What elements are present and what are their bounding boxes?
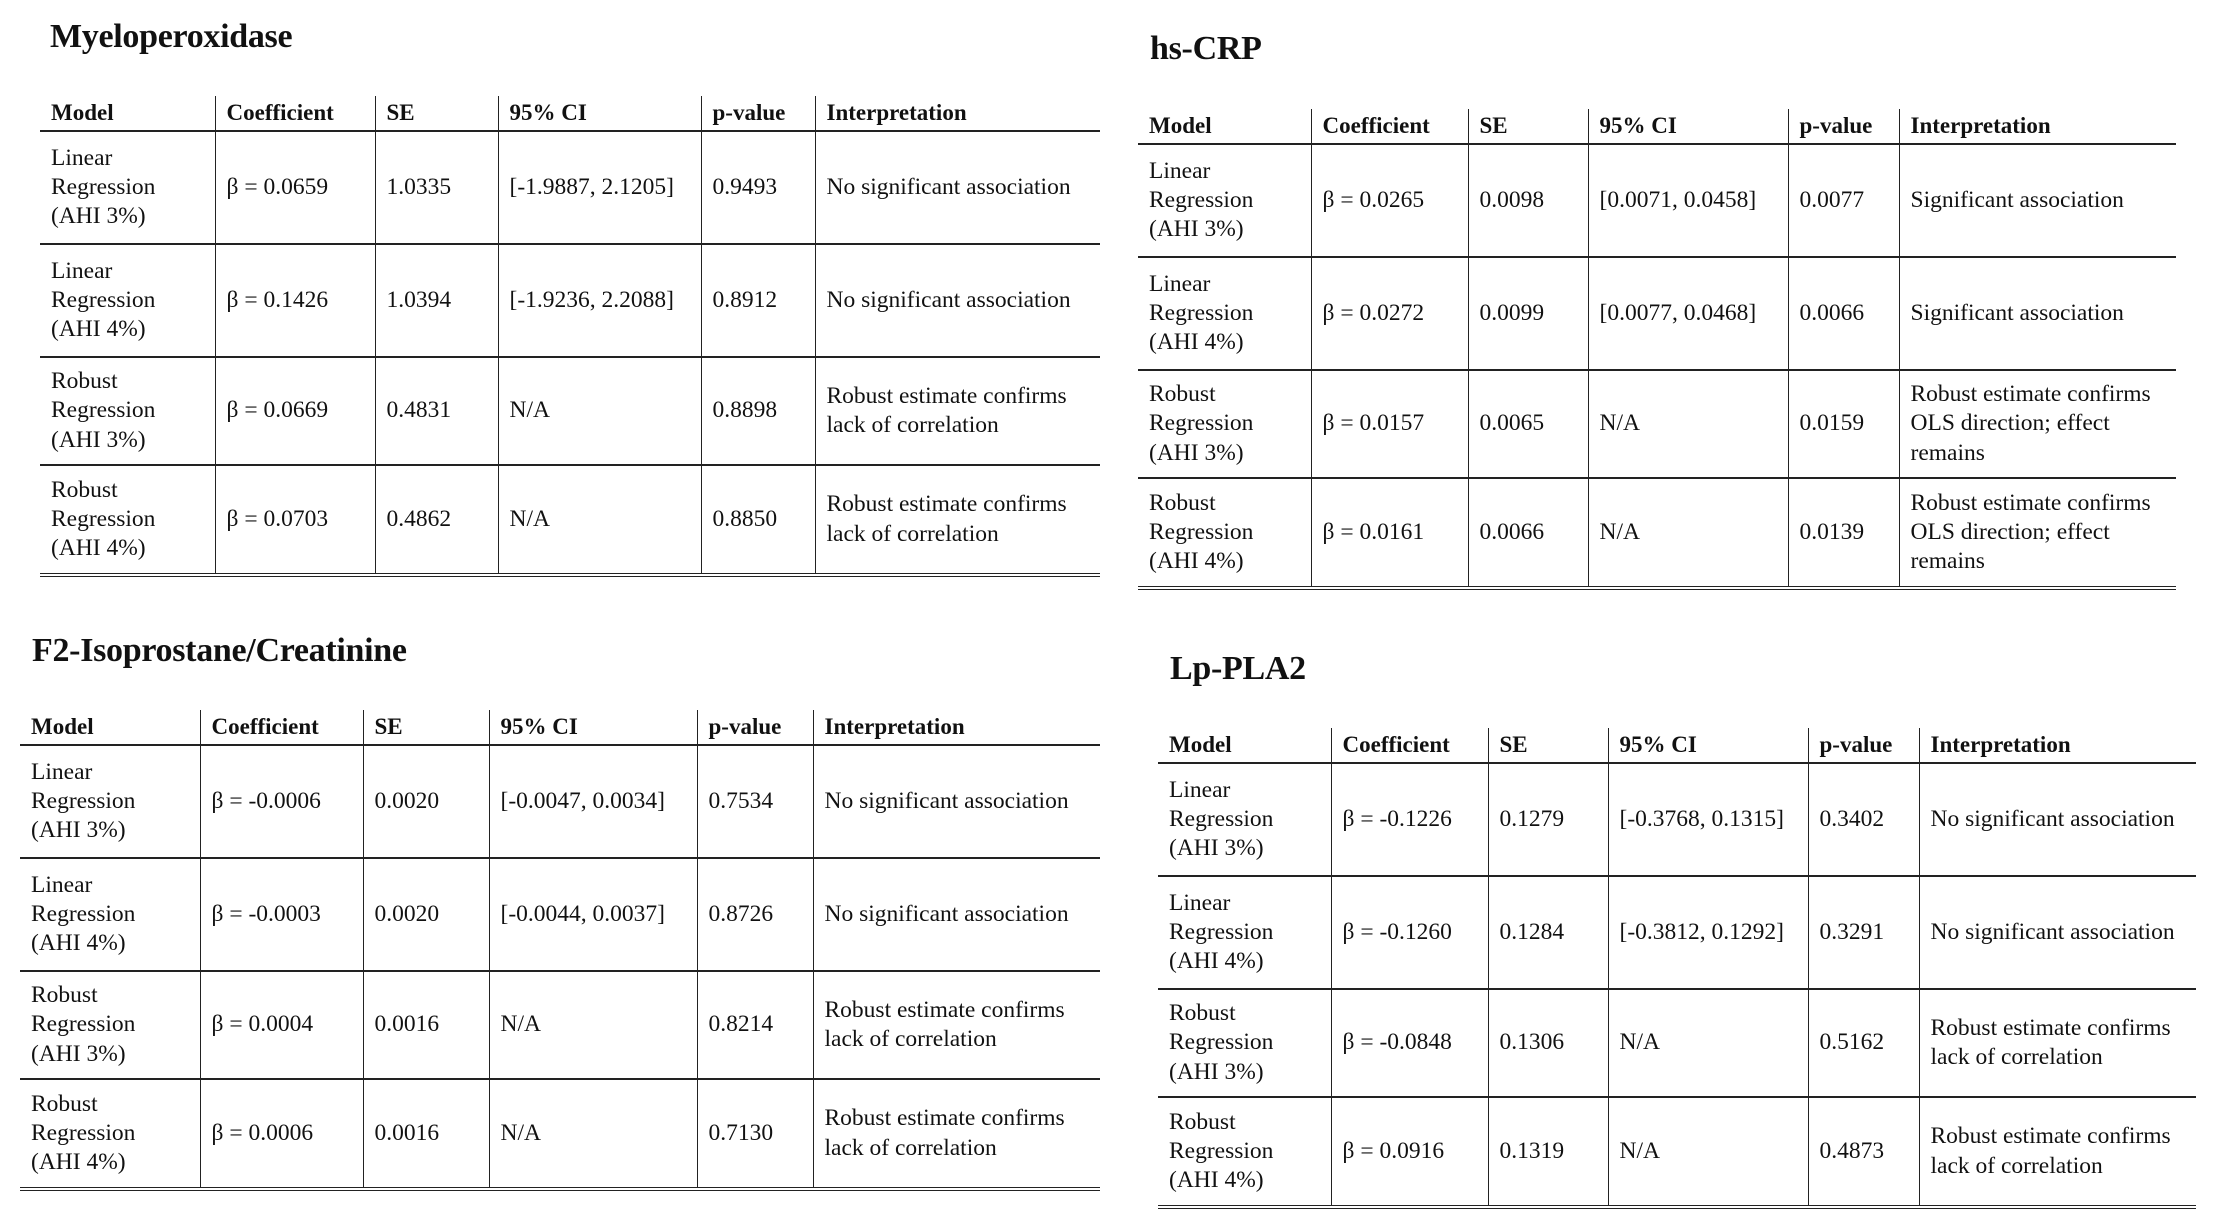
cell-coefficient: β = 0.0659 <box>215 131 375 244</box>
model-line: Robust <box>51 476 118 503</box>
header-se: SE <box>1488 728 1608 763</box>
model-line: Regression <box>1149 410 1254 437</box>
cell-p-value: 0.4873 <box>1808 1097 1919 1207</box>
cell-ci: [-1.9887, 2.1205] <box>498 131 701 244</box>
cell-coefficient: β = 0.0006 <box>200 1079 363 1189</box>
cell-coefficient: β = -0.0006 <box>200 745 363 858</box>
cell-interpretation: No significant association <box>815 131 1100 244</box>
cell-interpretation: No significant association <box>1919 876 2196 989</box>
model-line: Regression <box>1169 1137 1274 1164</box>
cell-p-value: 0.0077 <box>1788 144 1899 257</box>
cell-se: 0.4862 <box>375 465 498 575</box>
cell-ci: [0.0071, 0.0458] <box>1588 144 1788 257</box>
model-line: (AHI 4%) <box>51 316 146 343</box>
model-line: Linear <box>1169 776 1231 803</box>
cell-interpretation: No significant association <box>813 745 1100 858</box>
model-line: (AHI 4%) <box>31 1149 126 1176</box>
cell-p-value: 0.8726 <box>697 858 813 971</box>
model-line: (AHI 4%) <box>1169 1167 1264 1194</box>
model-line: Regression <box>1169 918 1274 945</box>
model-line: (AHI 3%) <box>1169 835 1264 862</box>
cell-ci: [-0.3768, 0.1315] <box>1608 763 1808 876</box>
table-row <box>1138 478 2176 588</box>
header-ci: 95% CI <box>498 96 701 131</box>
model-line: Linear <box>31 758 93 785</box>
header-ci: 95% CI <box>489 710 697 745</box>
cell-model <box>40 131 215 244</box>
table-row <box>1158 1097 2196 1207</box>
cell-se: 0.0099 <box>1468 257 1588 370</box>
model-line: (AHI 3%) <box>1149 439 1244 466</box>
results-table <box>20 710 1100 1191</box>
model-line: (AHI 3%) <box>31 817 126 844</box>
cell-model <box>1158 763 1331 876</box>
header-p-value: p-value <box>1788 109 1899 144</box>
table-row <box>1158 763 2196 876</box>
panel-title: F2-Isoprostane/Creatinine <box>32 632 407 669</box>
header-p-value: p-value <box>697 710 813 745</box>
cell-ci: N/A <box>498 465 701 575</box>
cell-interpretation: Robust estimate confirms lack of correlation <box>1919 989 2196 1097</box>
cell-interpretation: No significant association <box>1919 763 2196 876</box>
cell-ci: [-1.9236, 2.2088] <box>498 244 701 357</box>
cell-ci: [-0.0044, 0.0037] <box>489 858 697 971</box>
model-line: Robust <box>1169 1108 1236 1135</box>
model-line: (AHI 4%) <box>1149 548 1244 575</box>
table-row <box>1158 876 2196 989</box>
header-ci: 95% CI <box>1608 728 1808 763</box>
model-line: Regression <box>1149 299 1254 326</box>
model-line: Regression <box>1169 805 1274 832</box>
cell-ci: [-0.0047, 0.0034] <box>489 745 697 858</box>
model-line: Robust <box>31 982 98 1009</box>
header-model: Model <box>40 96 215 131</box>
model-line: Regression <box>51 397 156 424</box>
cell-se: 0.0066 <box>1468 478 1588 588</box>
cell-ci: N/A <box>489 971 697 1079</box>
cell-se: 0.0020 <box>363 858 489 971</box>
model-line: Robust <box>1149 489 1216 516</box>
header-coefficient: Coefficient <box>200 710 363 745</box>
cell-ci: N/A <box>1608 989 1808 1097</box>
cell-interpretation: No significant association <box>813 858 1100 971</box>
header-interpretation: Interpretation <box>813 710 1100 745</box>
header-se: SE <box>363 710 489 745</box>
model-line: (AHI 4%) <box>1149 329 1244 356</box>
cell-se: 1.0394 <box>375 244 498 357</box>
cell-interpretation: Significant association <box>1899 257 2176 370</box>
model-line: Robust <box>51 368 118 395</box>
panel-title: Lp-PLA2 <box>1170 650 1306 687</box>
cell-p-value: 0.8898 <box>701 357 815 465</box>
model-line: (AHI 4%) <box>51 535 146 562</box>
cell-p-value: 0.9493 <box>701 131 815 244</box>
cell-model <box>1158 989 1331 1097</box>
cell-se: 0.1279 <box>1488 763 1608 876</box>
model-line: (AHI 3%) <box>31 1040 126 1067</box>
cell-coefficient: β = 0.0157 <box>1311 370 1468 478</box>
cell-ci: N/A <box>489 1079 697 1189</box>
table-row <box>1138 370 2176 478</box>
cell-coefficient: β = 0.0703 <box>215 465 375 575</box>
cell-coefficient: β = 0.0265 <box>1311 144 1468 257</box>
cell-se: 0.0016 <box>363 971 489 1079</box>
table-row <box>1138 144 2176 257</box>
model-line: (AHI 3%) <box>1149 216 1244 243</box>
cell-ci: [-0.3812, 0.1292] <box>1608 876 1808 989</box>
model-line: Regression <box>1149 186 1254 213</box>
table-row <box>40 244 1100 357</box>
cell-coefficient: β = -0.1226 <box>1331 763 1488 876</box>
cell-interpretation: Robust estimate confirms lack of correlation <box>815 465 1100 575</box>
table-row <box>40 131 1100 244</box>
cell-se: 0.0020 <box>363 745 489 858</box>
header-model: Model <box>20 710 200 745</box>
cell-ci: N/A <box>1588 478 1788 588</box>
table-row <box>40 465 1100 575</box>
panel-title: Myeloperoxidase <box>50 18 293 55</box>
cell-ci: N/A <box>1608 1097 1808 1207</box>
cell-p-value: 0.3402 <box>1808 763 1919 876</box>
model-line: Robust <box>1149 381 1216 408</box>
header-coefficient: Coefficient <box>1331 728 1488 763</box>
cell-p-value: 0.7534 <box>697 745 813 858</box>
model-line: Linear <box>1169 889 1231 916</box>
cell-se: 1.0335 <box>375 131 498 244</box>
model-line: Regression <box>51 286 156 313</box>
cell-coefficient: β = 0.1426 <box>215 244 375 357</box>
model-line: (AHI 4%) <box>1169 948 1264 975</box>
cell-model <box>40 465 215 575</box>
header-p-value: p-value <box>1808 728 1919 763</box>
header-p-value: p-value <box>701 96 815 131</box>
table-row <box>1138 257 2176 370</box>
cell-interpretation: Robust estimate confirms lack of correlation <box>813 971 1100 1079</box>
header-interpretation: Interpretation <box>1899 109 2176 144</box>
model-line: Robust <box>1169 1000 1236 1027</box>
cell-interpretation: Significant association <box>1899 144 2176 257</box>
model-line: Regression <box>31 787 136 814</box>
results-table <box>40 96 1100 577</box>
cell-coefficient: β = -0.0848 <box>1331 989 1488 1097</box>
cell-se: 0.0016 <box>363 1079 489 1189</box>
cell-p-value: 0.0139 <box>1788 478 1899 588</box>
header-interpretation: Interpretation <box>815 96 1100 131</box>
model-line: Regression <box>51 173 156 200</box>
cell-interpretation: Robust estimate confirms OLS direction; effect remains <box>1899 478 2176 588</box>
cell-se: 0.0065 <box>1468 370 1588 478</box>
model-line: (AHI 4%) <box>31 930 126 957</box>
table-row <box>1158 989 2196 1097</box>
cell-se: 0.0098 <box>1468 144 1588 257</box>
cell-coefficient: β = 0.0004 <box>200 971 363 1079</box>
table-row <box>20 745 1100 858</box>
cell-p-value: 0.0159 <box>1788 370 1899 478</box>
model-line: Linear <box>1149 157 1211 184</box>
panel-title: hs-CRP <box>1150 30 1262 67</box>
cell-model <box>20 858 200 971</box>
cell-ci: N/A <box>498 357 701 465</box>
cell-ci: [0.0077, 0.0468] <box>1588 257 1788 370</box>
cell-model <box>1138 144 1311 257</box>
table-row <box>20 858 1100 971</box>
cell-interpretation: Robust estimate confirms lack of correlation <box>815 357 1100 465</box>
cell-p-value: 0.0066 <box>1788 257 1899 370</box>
cell-p-value: 0.5162 <box>1808 989 1919 1097</box>
model-line: Linear <box>51 257 113 284</box>
cell-model <box>1138 478 1311 588</box>
header-se: SE <box>1468 109 1588 144</box>
cell-ci: N/A <box>1588 370 1788 478</box>
model-line: Regression <box>1169 1029 1274 1056</box>
cell-interpretation: Robust estimate confirms OLS direction; effect remains <box>1899 370 2176 478</box>
cell-model <box>20 745 200 858</box>
model-line: Linear <box>31 871 93 898</box>
header-coefficient: Coefficient <box>1311 109 1468 144</box>
cell-p-value: 0.3291 <box>1808 876 1919 989</box>
model-line: (AHI 3%) <box>51 203 146 230</box>
model-line: (AHI 3%) <box>1169 1058 1264 1085</box>
model-line: Regression <box>31 1011 136 1038</box>
cell-coefficient: β = 0.0916 <box>1331 1097 1488 1207</box>
cell-model <box>40 357 215 465</box>
table-row <box>20 971 1100 1079</box>
header-interpretation: Interpretation <box>1919 728 2196 763</box>
cell-model <box>20 971 200 1079</box>
cell-coefficient: β = -0.1260 <box>1331 876 1488 989</box>
cell-model <box>40 244 215 357</box>
header-se: SE <box>375 96 498 131</box>
header-coefficient: Coefficient <box>215 96 375 131</box>
cell-interpretation: Robust estimate confirms lack of correlation <box>813 1079 1100 1189</box>
cell-p-value: 0.8214 <box>697 971 813 1079</box>
cell-p-value: 0.7130 <box>697 1079 813 1189</box>
cell-model <box>1158 1097 1331 1207</box>
cell-coefficient: β = 0.0161 <box>1311 478 1468 588</box>
cell-coefficient: β = 0.0669 <box>215 357 375 465</box>
cell-se: 0.1284 <box>1488 876 1608 989</box>
header-ci: 95% CI <box>1588 109 1788 144</box>
cell-coefficient: β = 0.0272 <box>1311 257 1468 370</box>
model-line: Regression <box>51 505 156 532</box>
model-line: Regression <box>31 1119 136 1146</box>
cell-model <box>1138 370 1311 478</box>
cell-coefficient: β = -0.0003 <box>200 858 363 971</box>
cell-model <box>20 1079 200 1189</box>
model-line: Regression <box>31 900 136 927</box>
model-line: Linear <box>51 144 113 171</box>
header-model: Model <box>1138 109 1311 144</box>
model-line: Robust <box>31 1090 98 1117</box>
table-row <box>20 1079 1100 1189</box>
cell-se: 0.1319 <box>1488 1097 1608 1207</box>
header-model: Model <box>1158 728 1331 763</box>
cell-model <box>1138 257 1311 370</box>
cell-model <box>1158 876 1331 989</box>
results-table <box>1158 728 2196 1209</box>
cell-p-value: 0.8912 <box>701 244 815 357</box>
results-table <box>1138 109 2176 590</box>
cell-interpretation: Robust estimate confirms lack of correlation <box>1919 1097 2196 1207</box>
model-line: (AHI 3%) <box>51 426 146 453</box>
cell-p-value: 0.8850 <box>701 465 815 575</box>
cell-interpretation: No significant association <box>815 244 1100 357</box>
cell-se: 0.1306 <box>1488 989 1608 1097</box>
model-line: Regression <box>1149 518 1254 545</box>
table-row <box>40 357 1100 465</box>
cell-se: 0.4831 <box>375 357 498 465</box>
model-line: Linear <box>1149 270 1211 297</box>
